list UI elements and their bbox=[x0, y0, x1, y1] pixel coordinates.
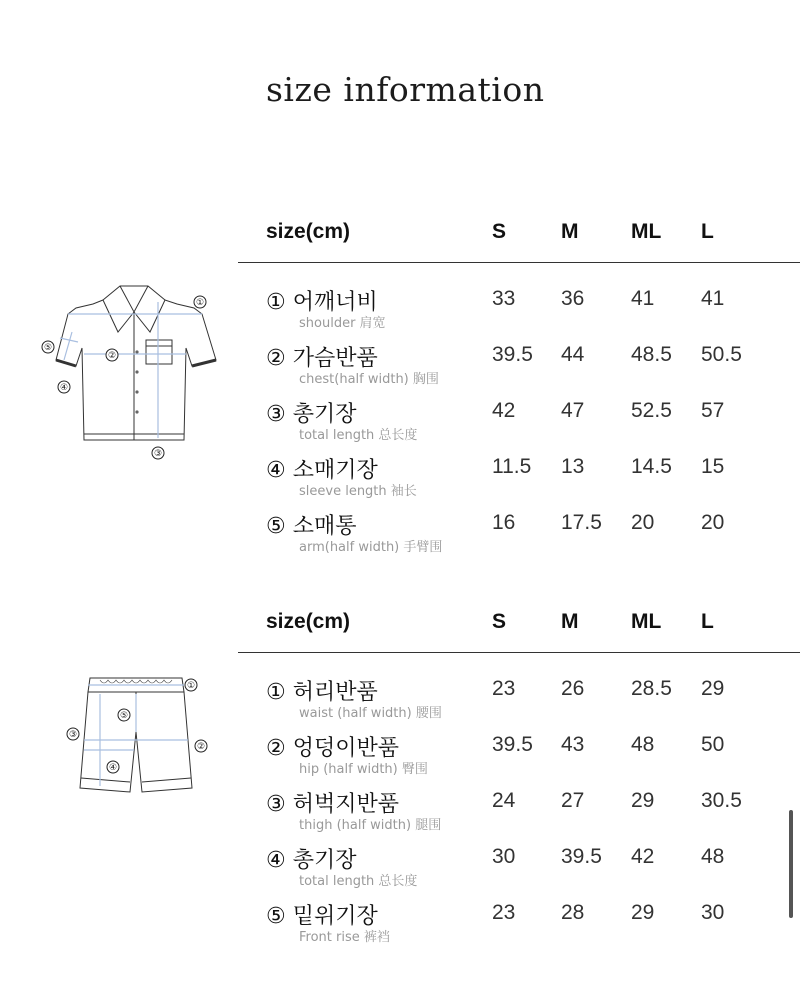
value-s: 23 bbox=[492, 901, 516, 924]
svg-text:④: ④ bbox=[108, 763, 118, 773]
value-ml: 52.5 bbox=[631, 399, 672, 422]
marker-1 bbox=[185, 679, 197, 691]
table-row bbox=[0, 509, 800, 565]
size-m-header: M bbox=[561, 610, 579, 633]
value-l: 29 bbox=[701, 677, 725, 700]
measure-name: ④ 총기장 bbox=[266, 848, 357, 873]
measure-name: ④ 소매기장 bbox=[266, 458, 378, 483]
measure-subtitle: Front rise 裤裆 bbox=[299, 930, 390, 945]
measure-name: ① 허리반품 bbox=[266, 680, 378, 705]
value-m: 27 bbox=[561, 789, 585, 812]
value-l: 30.5 bbox=[701, 789, 742, 812]
svg-text:⑤: ⑤ bbox=[43, 343, 53, 353]
measure-subtitle: total length 总长度 bbox=[299, 874, 418, 889]
value-l: 57 bbox=[701, 399, 725, 422]
value-s: 39.5 bbox=[492, 733, 533, 756]
marker-5 bbox=[118, 709, 130, 721]
measure-name: ② 가슴반품 bbox=[266, 346, 378, 371]
shirt-diagram bbox=[38, 282, 223, 464]
marker-2 bbox=[106, 349, 118, 361]
measure-name: ③ 총기장 bbox=[266, 402, 357, 427]
value-m: 17.5 bbox=[561, 511, 602, 534]
value-m: 43 bbox=[561, 733, 585, 756]
value-m: 39.5 bbox=[561, 845, 602, 868]
marker-5 bbox=[42, 341, 54, 353]
table-row bbox=[0, 843, 800, 899]
value-s: 24 bbox=[492, 789, 516, 812]
value-l: 30 bbox=[701, 901, 725, 924]
value-m: 13 bbox=[561, 455, 585, 478]
value-ml: 20 bbox=[631, 511, 655, 534]
value-ml: 41 bbox=[631, 287, 655, 310]
svg-text:①: ① bbox=[195, 298, 205, 308]
measure-subtitle: total length 总长度 bbox=[299, 428, 418, 443]
svg-text:③: ③ bbox=[153, 449, 163, 459]
value-ml: 28.5 bbox=[631, 677, 672, 700]
measure-name: ⑤ 밑위기장 bbox=[266, 904, 378, 929]
value-s: 11.5 bbox=[492, 455, 532, 478]
measure-subtitle: chest(half width) 胸围 bbox=[299, 372, 439, 387]
value-ml: 48 bbox=[631, 733, 655, 756]
value-m: 26 bbox=[561, 677, 585, 700]
measure-subtitle: thigh (half width) 腿围 bbox=[299, 818, 442, 833]
value-s: 30 bbox=[492, 845, 516, 868]
measure-name: ⑤ 소매통 bbox=[266, 514, 357, 539]
size-ml-header: ML bbox=[631, 610, 662, 633]
value-l: 50.5 bbox=[701, 343, 742, 366]
value-l: 15 bbox=[701, 455, 725, 478]
value-ml: 29 bbox=[631, 901, 655, 924]
size-l-header: L bbox=[701, 220, 714, 243]
measure-subtitle: sleeve length 袖长 bbox=[299, 484, 417, 499]
measure-subtitle: waist (half width) 腰围 bbox=[299, 706, 442, 721]
marker-1 bbox=[194, 296, 206, 308]
svg-text:③: ③ bbox=[68, 730, 78, 740]
header-divider bbox=[238, 652, 800, 653]
measure-name: ① 어깨너비 bbox=[266, 290, 378, 315]
marker-4 bbox=[107, 761, 119, 773]
value-l: 41 bbox=[701, 287, 725, 310]
marker-3 bbox=[152, 447, 164, 459]
value-s: 42 bbox=[492, 399, 516, 422]
value-s: 33 bbox=[492, 287, 516, 310]
header-divider bbox=[238, 262, 800, 263]
value-l: 50 bbox=[701, 733, 725, 756]
measure-subtitle: arm(half width) 手臂围 bbox=[299, 540, 443, 555]
shorts-diagram bbox=[60, 670, 210, 805]
svg-text:②: ② bbox=[196, 742, 206, 752]
marker-3 bbox=[67, 728, 79, 740]
size-s-header: S bbox=[492, 610, 507, 633]
size-unit-label: size(cm) bbox=[266, 610, 351, 633]
measure-name: ③ 허벅지반품 bbox=[266, 792, 399, 817]
size-m-header: M bbox=[561, 220, 579, 243]
size-l-header: L bbox=[701, 610, 714, 633]
size-s-header: S bbox=[492, 220, 507, 243]
svg-text:⑤: ⑤ bbox=[119, 711, 129, 721]
value-ml: 42 bbox=[631, 845, 655, 868]
measure-subtitle: hip (half width) 臀围 bbox=[299, 762, 428, 777]
value-l: 48 bbox=[701, 845, 725, 868]
measure-subtitle: shoulder 肩宽 bbox=[299, 316, 386, 331]
value-m: 44 bbox=[561, 343, 585, 366]
table-header bbox=[266, 212, 800, 252]
size-ml-header: ML bbox=[631, 220, 662, 243]
value-m: 47 bbox=[561, 399, 585, 422]
size-unit-label: size(cm) bbox=[266, 220, 351, 243]
svg-text:②: ② bbox=[107, 351, 117, 361]
table-header bbox=[266, 602, 800, 642]
value-ml: 48.5 bbox=[631, 343, 672, 366]
value-m: 28 bbox=[561, 901, 585, 924]
value-s: 16 bbox=[492, 511, 516, 534]
svg-text:④: ④ bbox=[59, 383, 69, 393]
value-ml: 14.5 bbox=[631, 455, 672, 478]
value-s: 39.5 bbox=[492, 343, 533, 366]
marker-4 bbox=[58, 381, 70, 393]
table-row bbox=[0, 899, 800, 955]
svg-text:①: ① bbox=[186, 681, 196, 691]
page-title: size information bbox=[266, 70, 545, 109]
marker-2 bbox=[195, 740, 207, 752]
measure-name: ② 엉덩이반품 bbox=[266, 736, 399, 761]
value-m: 36 bbox=[561, 287, 585, 310]
value-ml: 29 bbox=[631, 789, 655, 812]
value-l: 20 bbox=[701, 511, 725, 534]
scrollbar[interactable] bbox=[789, 810, 793, 918]
value-s: 23 bbox=[492, 677, 516, 700]
